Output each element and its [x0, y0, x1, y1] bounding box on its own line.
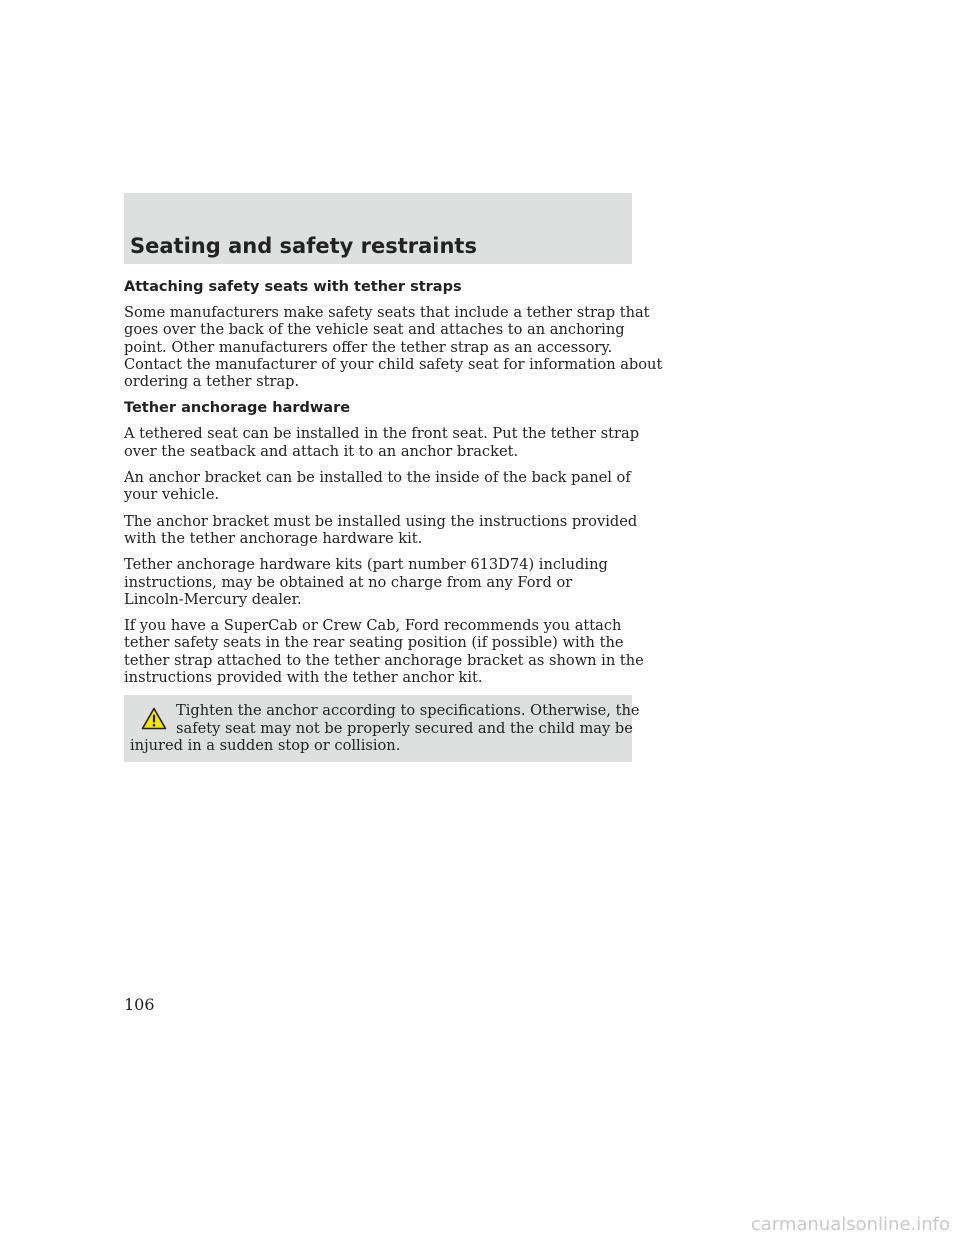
text-line: A tethered seat can be installed in the front seat. Put the tether strap	[124, 425, 640, 443]
text-line: An anchor bracket can be installed to the inside of the back panel of	[124, 469, 631, 487]
text-line: tether strap attached to the tether anchorage bracket as shown in the	[124, 651, 644, 669]
paragraph	[124, 556, 632, 608]
text-line: your vehicle.	[124, 486, 220, 504]
text-line: Tether anchorage hardware kits (part number 613D74) including	[124, 556, 608, 574]
text-line: instructions provided with the tether anchor kit.	[124, 669, 483, 687]
paragraph	[124, 512, 638, 548]
paragraph	[124, 469, 632, 504]
section-title: Seating and safety restraints	[130, 234, 477, 258]
text-line: tether safety seats in the rear seating position (if possible) with the	[124, 634, 624, 652]
text-line: If you have a SuperCab or Crew Cab, Ford recommends you attach	[124, 617, 622, 635]
text-line: Tighten the anchor according to specifications. Otherwise, the	[176, 702, 640, 720]
text-line: The anchor bracket must be installed using the instructions provided	[124, 512, 638, 530]
text-line: Some manufacturers make safety seats that include a tether strap that	[124, 304, 650, 321]
paragraph	[124, 617, 644, 687]
text-line: point. Other manufacturers offer the tether strap as an accessory.	[124, 338, 613, 356]
text-line: goes over the back of the vehicle seat and attaches to an anchoring	[124, 321, 625, 339]
text-line: ordering a tether strap.	[124, 373, 300, 391]
subheading-tether-hardware: Tether anchorage hardware	[124, 400, 351, 417]
text-line: Contact the manufacturer of your child safety seat for information about	[124, 355, 663, 373]
page-content	[124, 278, 663, 762]
text-line: Lincoln-Mercury dealer.	[124, 590, 302, 608]
warning-triangle-icon	[141, 707, 167, 730]
text-line: over the seatback and attach it to an anchor bracket.	[124, 442, 519, 460]
paragraph	[124, 304, 663, 391]
warning-box	[124, 695, 640, 762]
text-line: instructions, may be obtained at no charge from any Ford or	[124, 573, 573, 591]
warning-text	[130, 702, 640, 754]
paragraph	[124, 425, 640, 460]
page-number: 106	[124, 995, 155, 1014]
text-line: with the tether anchorage hardware kit.	[124, 529, 423, 547]
text-line: injured in a sudden stop or collision.	[130, 736, 401, 754]
subheading-attaching: Attaching safety seats with tether straps	[124, 279, 462, 295]
watermark: carmanualsonline.info	[750, 1214, 950, 1235]
text-line: safety seat may not be properly secured and the child may be	[176, 719, 633, 737]
